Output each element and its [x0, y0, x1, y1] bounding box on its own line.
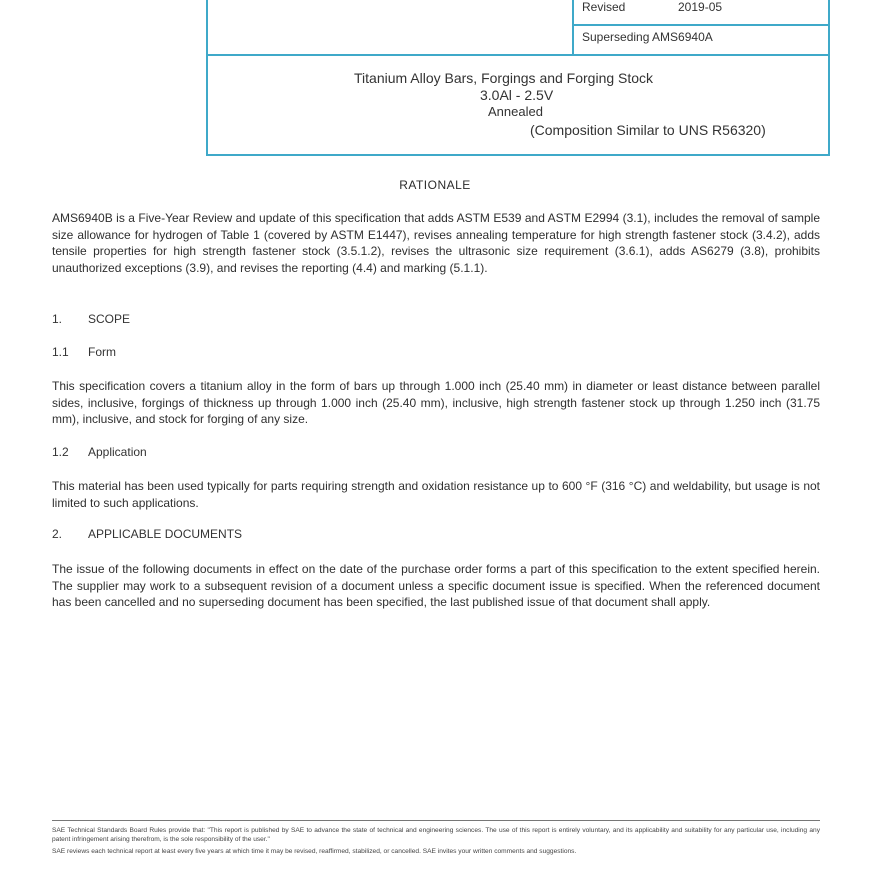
revised-row — [574, 0, 828, 26]
section-title: SCOPE — [88, 312, 131, 326]
section-title: Form — [88, 345, 116, 359]
section-title: Application — [88, 445, 147, 459]
revised-label: Revised — [582, 0, 626, 14]
footer-notice-2: SAE reviews each technical report at least every five years at which time it may be revised, reaffirmed, stabilized, or cancelled. SAE invites your written comments and suggestions. — [52, 848, 577, 855]
spec-title-line-4: (Composition Similar to UNS R56320) — [530, 122, 766, 138]
revised-value: 2019-05 — [678, 0, 723, 14]
footer-notice-1: SAE Technical Standards Board Rules provide that: "This report is published by SAE to advance the state of technical and engineering sciences. The use of this report is entirely voluntary, and its applicability and suitability for any particular use, including any patent infringement arising therefrom, is the sole responsibility of the user." — [52, 827, 820, 843]
rationale-paragraph: AMS6940B is a Five-Year Review and update of this specification that adds ASTM E539 and ASTM E2994 (3.1), includes the removal of sample size allowance for hydrogen of Table 1 (covered by ASTM E1447), revises annealing temperature for high strength fastener stock (3.4.2), adds tensile properties for high strength fastener stock (3.5.1.2), revises the ultrasonic size requirement (3.6.1), adds AS6279 (3.8), prohibits unauthorized exceptions (3.9), and revises the reporting (4.4) and marking (5.1.1). — [52, 211, 820, 275]
spec-title-line-1: Titanium Alloy Bars, Forgings and Forging Stock — [354, 70, 654, 86]
section-documents-heading — [52, 527, 242, 541]
application-paragraph: This material has been used typically for parts requiring strength and oxidation resistance up to 600 °F (316 °C) and weldability, but usage is not limited to such applications. — [52, 479, 820, 510]
section-number: 2. — [52, 527, 63, 541]
spec-title-line-2: 3.0Al - 2.5V — [480, 87, 554, 103]
section-number: 1. — [52, 312, 63, 326]
form-paragraph: This specification covers a titanium alloy in the form of bars up through 1.000 inch (25.40 mm) in diameter or least distance between parallel sides, inclusive, forgings of thickness up through 1.000 inch (25.40 mm), inclusive, high strength fastener stock up through 1.250 inch (31.75 mm), inclusive, and stock for forging of any size. — [52, 379, 820, 426]
section-title: APPLICABLE DOCUMENTS — [88, 527, 243, 541]
section-form-heading — [52, 345, 116, 359]
rationale-heading: RATIONALE — [399, 178, 471, 192]
header-top-row — [208, 0, 828, 56]
superseding-label: Superseding AMS6940A — [582, 30, 713, 44]
header-meta-cell — [572, 0, 828, 54]
page-footer — [52, 820, 820, 856]
section-application-heading — [52, 445, 147, 459]
section-number: 1.1 — [52, 345, 69, 359]
spec-header-box — [206, 0, 830, 156]
documents-paragraph: The issue of the following documents in effect on the date of the purchase order forms a part of this specification to the extent specified herein. The supplier may work to a subsequent revision of a document unless a specific document issue is specified. When the referenced document has been cancelled and no superseding document has been specified, the last published issue of that document shall apply. — [52, 562, 820, 609]
section-scope-heading — [52, 312, 130, 326]
section-number: 1.2 — [52, 445, 69, 459]
spec-title-line-3: Annealed — [488, 104, 543, 119]
